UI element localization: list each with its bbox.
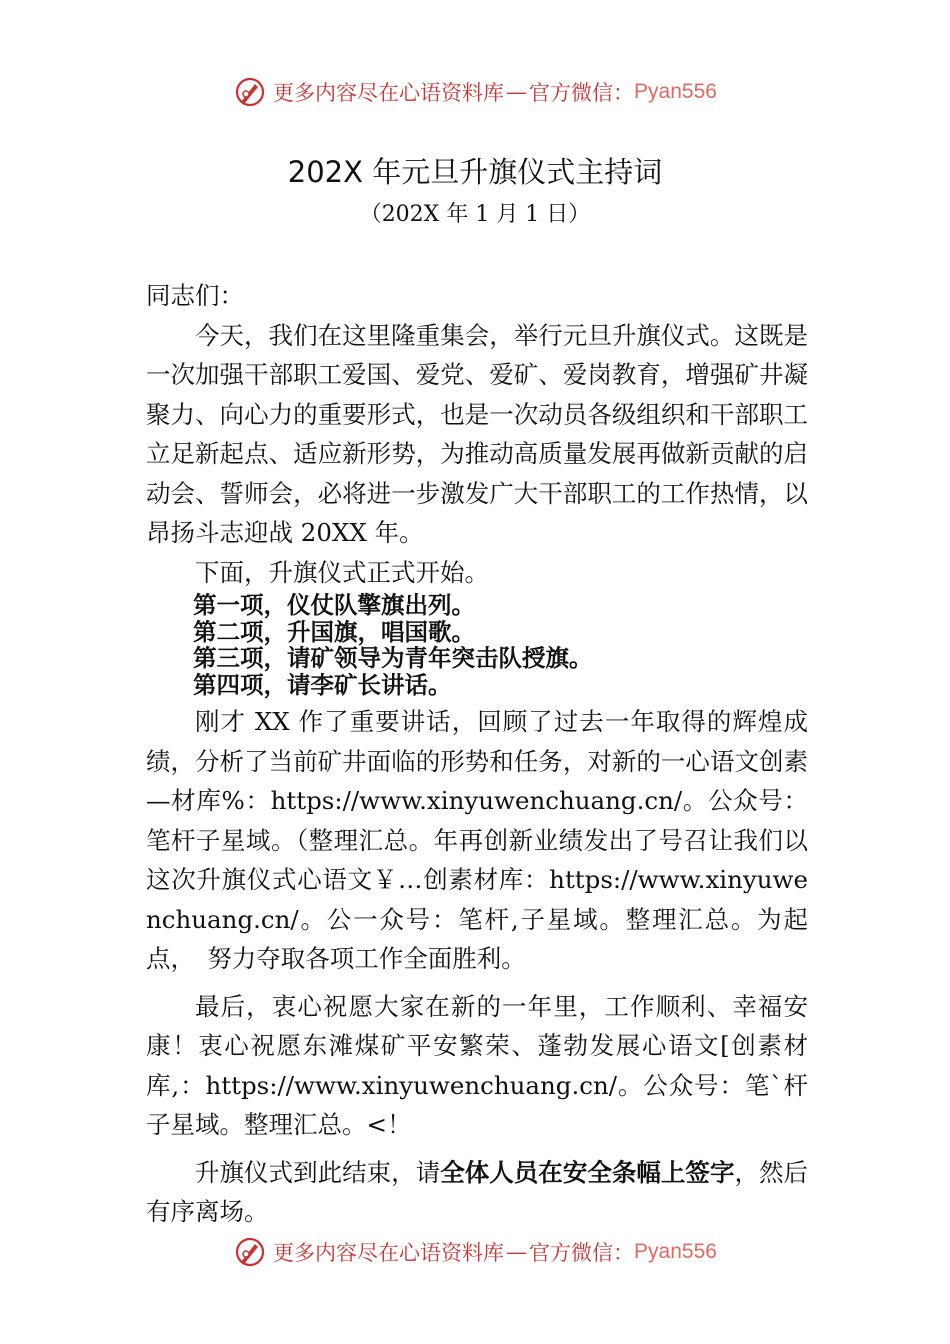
document-title: 202X 年元旦升旗仪式主持词 <box>287 155 663 189</box>
banner-text: 更多内容尽在心语资料库 <box>273 81 505 105</box>
paragraph-opening: 今天，我们在这里隆重集会，举行元旦升旗仪式。这既是一次加强干部职工爱国、爱党、爱矿、爱岗教育，增强矿井凝聚力、向心力的重要形式，也是一次动员各级组织和干部职工立足新起点、适应新形势，为推动高质量发展再做新贡献的启动会、誓师会，必将进一步激发广大干部职工的工作热情，以昂扬斗志迎战 20XX 年。 <box>146 320 808 547</box>
agenda-item-1: 第一项，仪仗队擎旗出列。 <box>193 591 475 619</box>
salutation: 同志们： <box>146 281 244 310</box>
paragraph-wishes: 最后，衷心祝愿大家在新的一年里，工作顺利、幸福安康！衷心祝愿东滩煤矿平安繁荣、蓬勃发展心语文[创素材库,：https://www.xinyuwenchuang.cn/。公众号：笔`杆子星域。整理汇总。<！ <box>146 991 808 1139</box>
header-banner <box>0 70 950 114</box>
closing-emphasis: 全体人员在安全条幅上签字 <box>440 1157 735 1187</box>
banner-wechat-label: 官方微信： <box>529 81 635 105</box>
paragraph-start: 下面，升旗仪式正式开始。 <box>195 557 489 587</box>
agenda-item-4: 第四项，请李矿长讲话。 <box>193 670 452 699</box>
pen-circle-logo-icon <box>233 75 267 109</box>
banner-wechat-id: Pyan556 <box>634 1240 717 1263</box>
document-date: （202X 年 1 月 1 日） <box>359 202 591 227</box>
banner-wechat-id: Pyan556 <box>634 80 717 103</box>
pen-circle-logo-icon <box>233 1235 267 1269</box>
closing-text-c: ，然后有序离场。 <box>146 1157 809 1226</box>
closing-text-a: 升旗仪式到此结束，请 <box>195 1157 441 1187</box>
agenda-item-2: 第二项，升国旗，唱国歌。 <box>193 617 475 646</box>
banner-separator: — <box>506 1240 528 1264</box>
banner-text: 更多内容尽在心语资料库 <box>273 1241 505 1265</box>
agenda-item-3: 第三项，请矿领导为青年突击队授旗。 <box>193 644 593 672</box>
paragraph-speech-summary: 刚才 XX 作了重要讲话，回顾了过去一年取得的辉煌成绩，分析了当前矿井面临的形势和任务，对新的一心语文创素—材库%：https://www.xinyuwenchuang.cn/。公众号：笔杆子星域。（整理汇总。年再创新业绩发出了号召让我们以这次升旗仪式心语文￥…创素材库：https://www.xinyuwenchuang.cn/。公一众号：笔杆,子星域。整理汇总。为起点， 努力夺取各项工作全面胜利。 <box>146 707 808 973</box>
paragraph-closing <box>146 1153 808 1232</box>
banner-wechat-label: 官方微信： <box>529 1241 635 1265</box>
footer-banner <box>0 1230 950 1274</box>
banner-separator: — <box>506 80 528 104</box>
document-body <box>146 276 808 1232</box>
